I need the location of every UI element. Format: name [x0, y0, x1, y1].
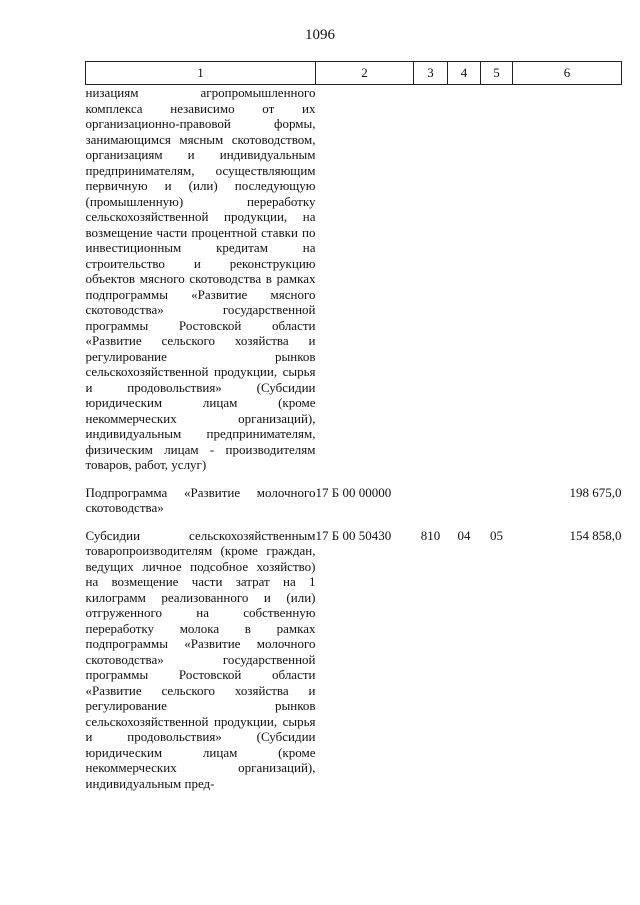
- row-description: Субсидии сельскохозяйственным товаропроизводителям (кроме граждан, ведущих личное подсобное хозяйство) на возмещение части затрат на 1 килограмм реализованного и (или) отгруженного на собственную переработку молока в рамках подпрограммы «Развитие молочного скотоводства» государственной программы Ростовской области «Развитие сельского хозяйства и регулирование рынков сельскохозяйственной продукции, сырья и продовольствия» (Субсидии юридическим лицам (кроме некоммерческих организаций), индивидуальным пред-: [85, 527, 316, 791]
- header-col-6: 6: [513, 62, 622, 85]
- row-code: 17 Б 00 50430: [315, 527, 392, 543]
- row-description: Подпрограмма «Развитие молочного скотоводства»: [85, 484, 316, 515]
- row-amount: 198 675,0: [569, 484, 622, 500]
- row-amount: [513, 85, 622, 473]
- row-code: [316, 85, 414, 473]
- table-row: [86, 85, 622, 473]
- row-vr: [414, 485, 448, 516]
- table-row: [86, 485, 622, 516]
- row-amount: 154 858,0: [569, 527, 622, 543]
- header-col-1: 1: [86, 62, 316, 85]
- page-number: 1096: [305, 27, 335, 43]
- row-vr: [414, 85, 448, 473]
- row-code: 17 Б 00 00000: [315, 484, 392, 500]
- row-rz: [448, 85, 481, 473]
- row-pr: [481, 485, 513, 516]
- table-row: [86, 528, 622, 792]
- header-col-4: 4: [448, 62, 481, 85]
- table-header-row: [86, 62, 622, 85]
- budget-table: [85, 61, 622, 791]
- row-rz: [448, 485, 481, 516]
- row-vr: 810: [420, 527, 441, 543]
- row-pr: 05: [490, 527, 503, 543]
- header-col-5: 5: [481, 62, 513, 85]
- row-spacer: [86, 473, 622, 485]
- header-col-3: 3: [414, 62, 448, 85]
- row-description: низациям агропромышленного комплекса независимо от их организационно-правовой формы, занимающимся мясным скотоводством, организациям и индивидуальным предпринимателям, осуществляющим первичную и (или) последующую (промышленную) переработку сельскохозяйственной продукции, на возмещение части процентной ставки по инвестиционным кредитам на строительство и реконструкцию объектов мясного скотоводства в рамках подпрограммы «Развитие мясного скотоводства» государственной программы Ростовской области «Развитие сельского хозяйства и регулирование рынков сельскохозяйственной продукции, сырья и продовольствия» (Субсидии юридическим лицам (кроме некоммерческих организаций), индивидуальным предпринимателям, физическим лицам - производителям товаров, работ, услуг): [85, 85, 316, 472]
- row-rz: 04: [457, 527, 471, 543]
- header-col-2: 2: [316, 62, 414, 85]
- row-pr: [481, 85, 513, 473]
- row-spacer: [86, 516, 622, 528]
